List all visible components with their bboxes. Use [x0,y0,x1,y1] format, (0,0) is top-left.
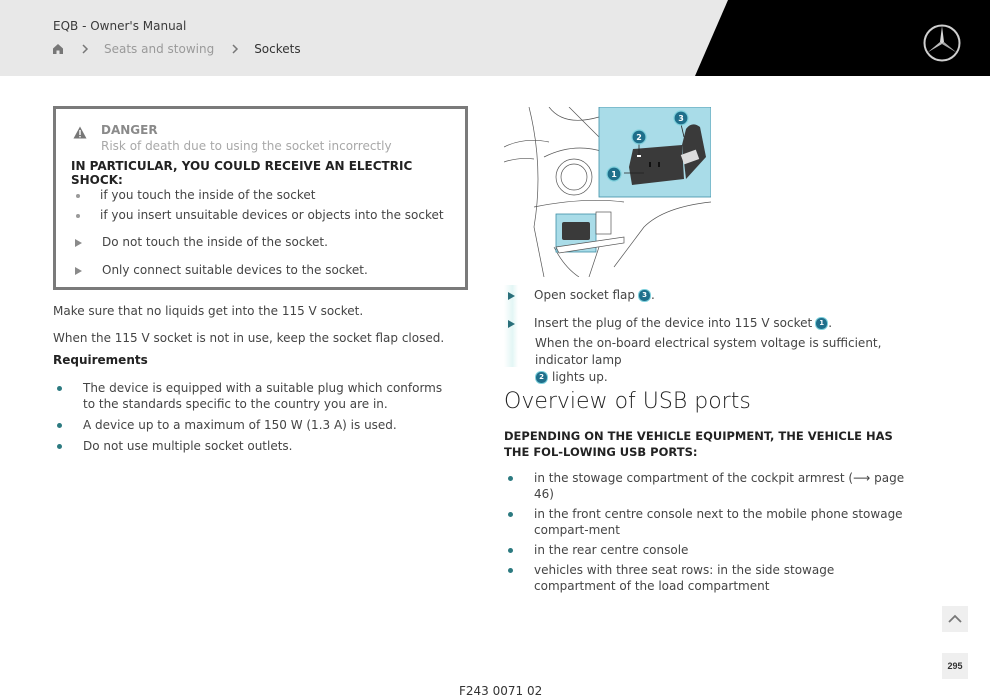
scroll-to-top-button[interactable] [942,606,968,632]
svg-text:1: 1 [611,170,617,179]
danger-caps-heading: IN PARTICULAR, YOU COULD RECEIVE AN ELECTRIC SHOCK: [71,159,413,187]
chevron-right-icon [230,43,240,55]
step-note: When the on-board electrical system voltage is sufficient, indicator lamp 2 lights up. [535,336,882,384]
usb-lead-heading: DEPENDING ON THE VEHICLE EQUIPMENT, THE VEHICLE HAS THE FOL-LOWING USB PORTS: [504,429,893,459]
danger-label: DANGER [101,123,158,137]
callout-badge-1: 1 [815,317,828,330]
step-arrow-icon [508,320,515,328]
danger-warning-box [53,106,468,290]
action-arrow-icon [75,267,82,275]
step-arrow-icon [508,292,515,300]
chevron-right-icon [80,43,90,55]
danger-condition: if you insert unsuitable devices or objects into the socket [76,208,444,222]
step-insert-plug: Insert the plug of the device into 115 V socket 1 . [508,316,832,330]
page-number-button[interactable]: 295 [942,653,968,679]
breadcrumb [52,42,301,56]
breadcrumb-sockets: Sockets [254,42,301,56]
action-arrow-icon [75,239,82,247]
bullet-icon [76,194,80,198]
list-item: Do not use multiple socket outlets. [53,438,453,454]
app-title: EQB - Owner's Manual [53,19,187,33]
paragraph-liquids: Make sure that no liquids get into the 115 V socket. [53,304,364,318]
list-item: in the front centre console next to the mobile phone stowage compart-ment [504,506,914,538]
list-item: in the rear centre console [504,542,914,558]
mercedes-star-logo-icon[interactable] [922,23,962,63]
callout-badge-2: 2 [535,371,548,384]
paragraph-flap-closed: When the 115 V socket is not in use, keep the socket flap closed. [53,331,445,345]
breadcrumb-seats-and-stowing[interactable]: Seats and stowing [104,42,215,56]
figure-code: F243 0071 02 [459,684,543,698]
usb-ports-list [504,470,914,598]
list-item: vehicles with three seat rows: in the side stowage compartment of the load compartment [504,562,914,594]
callout-badge-3: 3 [638,289,651,302]
section-title-usb: Overview of USB ports [504,389,751,414]
bullet-icon [76,214,80,218]
step-open-flap: Open socket flap 3 . [508,288,655,302]
list-item[interactable]: in the stowage compartment of the cockpit armrest (⟶ page 46) [504,470,914,502]
danger-condition: if you touch the inside of the socket [76,188,315,202]
socket-diagram-image [504,107,711,277]
home-icon[interactable] [52,43,64,55]
svg-text:3: 3 [678,114,684,123]
requirements-heading: Requirements [53,353,148,367]
warning-triangle-icon [73,126,87,139]
svg-text:2: 2 [636,133,642,142]
requirements-list [53,380,453,459]
chevron-up-icon [942,606,968,632]
list-item: A device up to a maximum of 150 W (1.3 A) is used. [53,417,453,433]
danger-subtitle: Risk of death due to using the socket incorrectly [101,139,392,153]
danger-action: Only connect suitable devices to the socket. [75,263,368,277]
list-item: The device is equipped with a suitable plug which conforms to the standards specific to the country you are in. [53,380,453,412]
danger-action: Do not touch the inside of the socket. [75,235,328,249]
